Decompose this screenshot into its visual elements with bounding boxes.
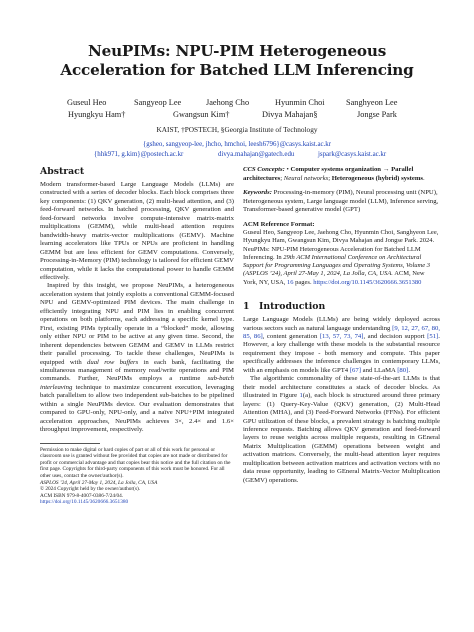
isbn-line: ACM ISBN 979-8-4007-0386-7/24/04.	[40, 492, 124, 499]
author-name: Divya Mahajan§	[262, 110, 318, 119]
footnote-divider	[40, 443, 100, 444]
abstract-emphasis: dual row buffers	[87, 358, 139, 366]
paper-title	[0, 42, 474, 80]
reference-tail: ACM, New York, NY, USA,	[243, 270, 425, 286]
ccs-arrow: →	[381, 166, 392, 173]
reference-format-heading: ACM Reference Format:	[243, 220, 315, 228]
left-column	[40, 166, 234, 506]
citation-link[interactable]: [13, 57, 73, 74]	[319, 332, 364, 340]
reference-authors: Guseul Heo, Sangyeop Lee, Jaehong Cho, Hyunmin Choi, Sanghyeon Lee, Hyungkyu Ham, Gwangsun Kim, Divya Mahajan and Jongse Park. 2024. NeuPIMs: NPU-PIM Heterogeneous Acceleration for Batched LLM Inferencing. In	[243, 229, 439, 261]
reference-pages[interactable]: 16	[287, 278, 294, 286]
citation-link[interactable]: [80]	[397, 366, 409, 374]
intro-text: and LLaMA	[360, 366, 398, 374]
author-name: Jaehong Cho	[206, 98, 250, 107]
ccs-concepts: CCS Concepts: • Computer systems organization → Parallel architectures; Neural networks; Heterogeneous (hybrid) systems.	[243, 166, 425, 182]
author-name: Jongse Park	[357, 110, 397, 119]
author-row-2	[0, 109, 474, 121]
abstract-paragraph-2	[40, 282, 234, 434]
ccs-item: Computer systems organization	[290, 166, 382, 173]
copyright-line: © 2024 Copyright held by the owner/author(s).	[40, 486, 141, 493]
abstract-paragraph-1: Modern transformer-based Large Language Models (LLMs) are constructed with a series of decoder blocks. Each block comprises three key components: (1) QKV generation, (2) multi-head attention, and (3) feed-forward networks. In batched processing, QKV generation and feed-forward networks involve compute-intensive matrix-matrix multiplications (GEMM), while multi-head attention requires bandwidth-heavy matrix-vector multiplications (GEMV). Machine learning accelerators like TPUs or NPUs are proficient in handling GEMM but are less efficient for GEMV computations. Conversely, Processing-in-Memory (PIM) technology is tailored for efficient GEMV computation, while it lacks the computational power to handle GEMM effectively.	[40, 181, 234, 281]
citation-link[interactable]: [9, 12, 27, 67, 80, 85, 86]	[243, 324, 440, 340]
author-name: Gwangsun Kim†	[173, 110, 230, 119]
affiliation: KAIST, †POSTECH, §Georgia Institute of Technology	[156, 125, 318, 134]
author-emails	[0, 140, 474, 160]
email-kaist[interactable]: jspark@casys.kaist.ac.kr	[318, 151, 387, 158]
author-name: Sanghyeon Lee	[346, 98, 398, 107]
abstract-text: in each bank, facilitating the simultaneous management of memory read/write operations and PIM commands. Further, NeuPIMs employs a runtime	[40, 358, 235, 383]
right-column	[243, 166, 440, 485]
intro-text: .	[408, 366, 411, 374]
doi-link[interactable]: https://doi.org/10.1145/3620666.3651380	[40, 499, 129, 506]
reference-format	[243, 229, 440, 287]
abstract-text: technique to maximize concurrent execution, leveraging batch parallelism to allow two independent sub-batches to be pipelined within a single NeuPIMs device. Our evaluation demonstrates that compared to GPU-only, NPU-only, and a naïve NPU+PIM integrated acceleration approaches, NeuPIMs achieves 3×, 2.4× and 1.6× throughput improvement, respectively.	[40, 383, 234, 434]
ccs-separator: ;	[328, 174, 332, 182]
section-title: Introduction	[259, 301, 326, 313]
intro-paragraph-2	[243, 375, 440, 485]
author-name: Hyungkyu Ham†	[68, 110, 126, 119]
reference-tail: pages.	[293, 278, 314, 286]
author-name: Sangyeop Lee	[134, 98, 182, 107]
email-gatech[interactable]: divya.mahajan@gatech.edu	[218, 151, 295, 158]
email-line-1[interactable]: {gsheo, sangyeop-lee, jhcho, hmchoi, leesh6796}@casys.kaist.ac.kr	[142, 141, 332, 148]
citation-link[interactable]: [51]	[427, 332, 439, 340]
section-number: 1	[243, 301, 250, 313]
reference-doi-link[interactable]: https://doi.org/10.1145/3620666.3651380	[313, 278, 422, 286]
ccs-label: CCS Concepts:	[243, 166, 285, 173]
intro-text: , content generation	[262, 332, 320, 340]
author-list	[0, 97, 474, 121]
email-postech[interactable]: {hhk971, g.kim}@postech.ac.kr	[94, 151, 184, 158]
ccs-item: Parallel architectures	[243, 166, 414, 182]
venue-text: ASPLOS ’24, April 27-May 1, 2024, La Jolla, CA, USA	[40, 479, 158, 486]
author-name: Hyunmin Choi	[275, 98, 325, 107]
intro-text: . However, a key challenge with these models is the substantial resource requirement they impose - both memory and compute. This paper specifically addresses the inference challenges in contemporary LLMs, with an emphasis on models like GPT4	[243, 332, 440, 374]
intro-text: (a), each block is structured around three primary layers: (1) Query-Key-Value (QKV) generation, (2) Multi-Head Attention (MHA), and (3) Feed-Forward Networks (FFNs). For efficient GPU utilization of these blocks, a prevalent strategy is batching multiple inference requests. Batching allows QKV generation and feed-forward layers to reuse weights across multiple requests, resulting in GEneral Matrix Multiplication (GEMM) operations between weight and activation matrices. Conversely, the multi-head attention layer requires multiplication between activation matrices and activation vectors with no data reuse opportunity, leading to GEneral Matrix-Vector Multiplication (GEMV) operations.	[243, 392, 440, 484]
intro-text: The algorithmic commonality of these state-of-the-art LLMs is that their model architecture constitutes a stack of decoder blocks. As illustrated in Figure	[243, 375, 440, 400]
title-line-2: Acceleration for Batched LLM Inferencing	[60, 61, 414, 79]
introduction-heading	[243, 301, 440, 312]
permission-footnote	[40, 447, 234, 506]
permission-text: Permission to make digital or hard copies of part or all of this work for personal or classroom use is granted without fee provided that copies are not made or distributed for profit or commercial advantage and that copies bear this notice and the full citation on the first page. Copyrights for third-party components of this work must be honored. For all other uses, contact the owner/author(s).	[40, 446, 231, 479]
author-row-1	[0, 97, 474, 109]
figure-link[interactable]: 1	[299, 392, 303, 400]
keywords-label: Keywords:	[243, 189, 272, 196]
keywords	[243, 189, 440, 215]
ccs-item: Heterogeneous (hybrid) systems	[331, 174, 423, 182]
email-line-2	[0, 150, 474, 160]
title-line-1: NeuPIMs: NPU-PIM Heterogeneous	[87, 42, 387, 60]
ccs-item: Neural networks	[283, 174, 329, 182]
citation-link[interactable]: [67]	[349, 366, 361, 374]
intro-text: , and decision support	[363, 332, 428, 340]
abstract-heading: Abstract	[40, 166, 85, 177]
abstract-text: Inspired by this insight, we propose NeuPIMs, a heterogeneous acceleration system that jointly exploits a conventional GEMM-focused NPU and GEMV-optimized PIM devices. The main challenge in efficiently integrating NPU and PIM lies in enabling concurrent operations on both platforms, each addressing a specific kernel type. First, existing PIMs typically operate in a “blocked” mode, allowing only either NPU or PIM to be active at any given time. Second, the inherent dependencies between GEMM and GEMV in LLMs restrict their parallel processing. To tackle these challenges, NeuPIMs is equipped with	[40, 282, 234, 366]
ccs-separator: ;	[280, 174, 284, 182]
abstract-emphasis: sub-batch interleaving	[40, 375, 234, 391]
ccs-end: .	[423, 174, 425, 182]
reference-venue: 29th ACM International Conference on Architectural Support for Programming Languages and Operating Systems, Volume 3 (ASPLOS ’24), April 27-May 1, 2024, La Jolla, CA, USA.	[243, 253, 430, 278]
author-name: Guseul Heo	[67, 98, 107, 107]
intro-paragraph-1	[243, 316, 440, 375]
intro-text: Large Language Models (LLMs) are being widely deployed across various sectors such as natural language understanding	[243, 316, 440, 332]
keywords-text: Processing-in-memory (PIM), Neural processing unit (NPU), Heterogeneous system, Large language model (LLM), Inference serving, Transformer-based generative model (GPT)	[243, 189, 439, 213]
